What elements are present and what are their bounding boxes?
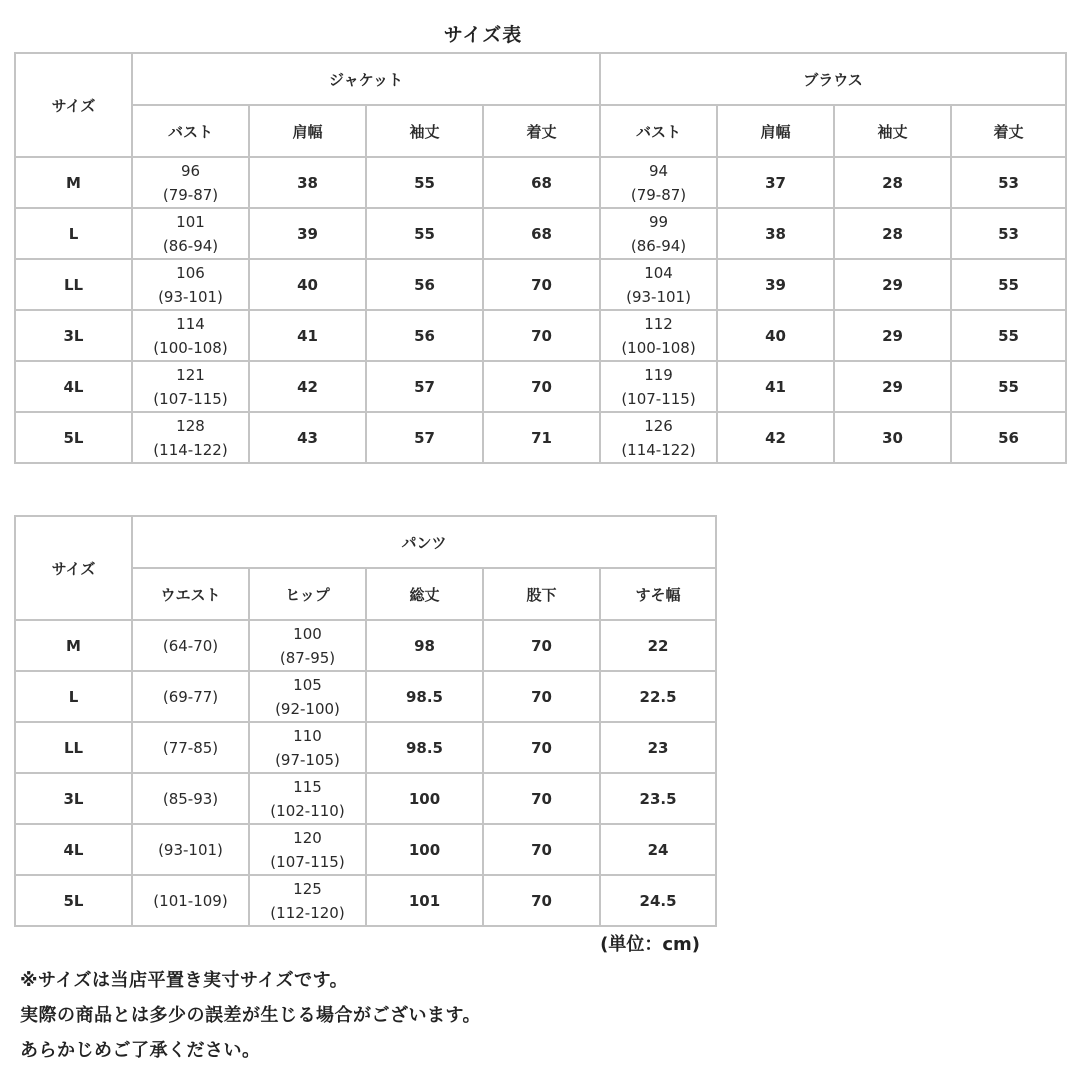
- measurement-line: 125: [293, 879, 322, 898]
- measurement-cell: 56: [366, 259, 483, 310]
- size-cell: 5L: [15, 412, 132, 463]
- measurement-cell: 70: [483, 824, 600, 875]
- measurement-cell: 101: [366, 875, 483, 926]
- measurement-cell: 29: [834, 259, 951, 310]
- measurement-cell: 38: [717, 208, 834, 259]
- measurement-cell: [249, 722, 366, 773]
- measurement-cell: (93-101): [132, 824, 249, 875]
- measurement-cell: 24.5: [600, 875, 716, 926]
- measurement-line: (107-115): [270, 852, 345, 871]
- measurement-cell: 70: [483, 773, 600, 824]
- measurement-cell: 24: [600, 824, 716, 875]
- measurement-cell: 39: [249, 208, 366, 259]
- measurement-cell: [600, 310, 717, 361]
- measurement-line: (87-95): [279, 648, 336, 667]
- measurement-cell: [249, 620, 366, 671]
- measurement-cell: [600, 208, 717, 259]
- measurement-cell: 42: [717, 412, 834, 463]
- column-header: 総丈: [366, 568, 483, 620]
- pants-size-table: [14, 515, 717, 927]
- measurement-line: (86-94): [162, 236, 219, 255]
- measurement-line: (92-100): [275, 699, 340, 718]
- measurement-cell: 53: [951, 157, 1066, 208]
- size-cell: L: [15, 208, 132, 259]
- measurement-line: 100: [293, 624, 322, 643]
- measurement-cell: 40: [717, 310, 834, 361]
- table-row: [15, 412, 1066, 463]
- measurement-line: (93-101): [626, 287, 691, 306]
- header-row: [15, 516, 716, 568]
- note-line-3: あらかじめご了承ください。: [20, 1040, 261, 1061]
- column-header: 袖丈: [834, 105, 951, 157]
- measurement-line: 96: [180, 161, 201, 180]
- unit-label: (単位：cm): [600, 934, 700, 955]
- measurement-cell: 30: [834, 412, 951, 463]
- size-cell: M: [15, 620, 132, 671]
- measurement-cell: [132, 361, 249, 412]
- column-header: ヒップ: [249, 568, 366, 620]
- note-line-2: 実際の商品とは多少の誤差が生じる場合がございます。: [20, 1005, 482, 1026]
- measurement-cell: [600, 361, 717, 412]
- measurement-line: 110: [293, 726, 322, 745]
- column-header: バスト: [132, 105, 249, 157]
- measurement-cell: 42: [249, 361, 366, 412]
- measurement-cell: 37: [717, 157, 834, 208]
- measurement-line: 121: [176, 365, 205, 384]
- measurement-cell: (101-109): [132, 875, 249, 926]
- measurement-cell: [132, 157, 249, 208]
- measurement-line: 94: [648, 161, 669, 180]
- table-row: [15, 259, 1066, 310]
- table-row: [15, 157, 1066, 208]
- table-row: [15, 208, 1066, 259]
- measurement-cell: [249, 773, 366, 824]
- size-cell: M: [15, 157, 132, 208]
- measurement-line: (107-115): [153, 389, 228, 408]
- measurement-line: 126: [644, 416, 673, 435]
- measurement-line: (102-110): [270, 801, 345, 820]
- measurement-line: (114-122): [153, 440, 228, 459]
- measurement-line: 115: [293, 777, 322, 796]
- measurement-cell: 53: [951, 208, 1066, 259]
- measurement-line: 119: [644, 365, 673, 384]
- column-header: バスト: [600, 105, 717, 157]
- size-cell: 3L: [15, 310, 132, 361]
- measurement-cell: 56: [951, 412, 1066, 463]
- measurement-cell: (69-77): [132, 671, 249, 722]
- measurement-cell: 98: [366, 620, 483, 671]
- measurement-cell: 70: [483, 671, 600, 722]
- table-row: [15, 620, 716, 671]
- measurement-cell: 43: [249, 412, 366, 463]
- measurement-line: 128: [176, 416, 205, 435]
- measurement-cell: 56: [366, 310, 483, 361]
- measurement-cell: 70: [483, 259, 600, 310]
- measurement-cell: 38: [249, 157, 366, 208]
- size-cell: L: [15, 671, 132, 722]
- group-header: ジャケット: [132, 53, 600, 105]
- measurement-cell: [600, 157, 717, 208]
- measurement-cell: 70: [483, 875, 600, 926]
- measurement-cell: 68: [483, 208, 600, 259]
- measurement-cell: 28: [834, 157, 951, 208]
- note-line-1: ※サイズは当店平置き実寸サイズです。: [20, 970, 349, 991]
- column-header: 着丈: [951, 105, 1066, 157]
- measurement-line: (93-101): [158, 287, 223, 306]
- table-row: [15, 310, 1066, 361]
- column-header: 肩幅: [717, 105, 834, 157]
- measurement-cell: [600, 259, 717, 310]
- measurement-cell: [132, 412, 249, 463]
- size-cell: LL: [15, 722, 132, 773]
- measurement-line: 106: [176, 263, 205, 282]
- measurement-cell: 70: [483, 722, 600, 773]
- measurement-cell: [249, 875, 366, 926]
- measurement-cell: 70: [483, 310, 600, 361]
- measurement-cell: 100: [366, 824, 483, 875]
- table-row: [15, 875, 716, 926]
- measurement-line: (107-115): [621, 389, 696, 408]
- measurement-cell: 57: [366, 412, 483, 463]
- measurement-line: (79-87): [630, 185, 687, 204]
- measurement-cell: 57: [366, 361, 483, 412]
- measurement-line: 120: [293, 828, 322, 847]
- measurement-cell: 39: [717, 259, 834, 310]
- measurement-cell: 55: [951, 361, 1066, 412]
- size-cell: LL: [15, 259, 132, 310]
- size-cell: 4L: [15, 361, 132, 412]
- measurement-cell: 29: [834, 310, 951, 361]
- measurement-cell: (64-70): [132, 620, 249, 671]
- measurement-line: (100-108): [621, 338, 696, 357]
- measurement-line: 99: [648, 212, 669, 231]
- measurement-cell: [132, 259, 249, 310]
- measurement-cell: 23.5: [600, 773, 716, 824]
- size-header: サイズ: [15, 516, 132, 620]
- measurement-cell: 55: [366, 157, 483, 208]
- measurement-cell: 70: [483, 361, 600, 412]
- measurement-cell: 22.5: [600, 671, 716, 722]
- measurement-line: (97-105): [275, 750, 340, 769]
- measurement-cell: 98.5: [366, 722, 483, 773]
- measurement-cell: 71: [483, 412, 600, 463]
- group-header: ブラウス: [600, 53, 1066, 105]
- measurement-line: (79-87): [162, 185, 219, 204]
- measurement-cell: 70: [483, 620, 600, 671]
- measurement-cell: 98.5: [366, 671, 483, 722]
- measurement-cell: 55: [951, 310, 1066, 361]
- measurement-cell: 29: [834, 361, 951, 412]
- page-title: サイズ表: [443, 24, 523, 46]
- measurement-cell: (77-85): [132, 722, 249, 773]
- measurement-line: (100-108): [153, 338, 228, 357]
- measurement-cell: 100: [366, 773, 483, 824]
- measurement-cell: 28: [834, 208, 951, 259]
- measurement-cell: 22: [600, 620, 716, 671]
- measurement-cell: 41: [249, 310, 366, 361]
- measurement-line: 104: [644, 263, 673, 282]
- measurement-cell: 23: [600, 722, 716, 773]
- column-header: 股下: [483, 568, 600, 620]
- table-row: [15, 722, 716, 773]
- column-header: 袖丈: [366, 105, 483, 157]
- measurement-cell: [132, 208, 249, 259]
- table-row: [15, 773, 716, 824]
- header-row: [15, 53, 1066, 105]
- column-header: すそ幅: [600, 568, 716, 620]
- measurement-line: 112: [644, 314, 673, 333]
- column-header: 着丈: [483, 105, 600, 157]
- measurement-cell: 68: [483, 157, 600, 208]
- measurement-line: (114-122): [621, 440, 696, 459]
- table-row: [15, 361, 1066, 412]
- measurement-cell: [600, 412, 717, 463]
- measurement-line: (86-94): [630, 236, 687, 255]
- group-header: パンツ: [132, 516, 716, 568]
- measurement-line: 114: [176, 314, 205, 333]
- measurement-cell: (85-93): [132, 773, 249, 824]
- measurement-cell: [132, 310, 249, 361]
- measurement-line: (112-120): [270, 903, 345, 922]
- measurement-cell: 55: [366, 208, 483, 259]
- measurement-cell: [249, 671, 366, 722]
- measurement-line: 101: [176, 212, 205, 231]
- measurement-cell: 41: [717, 361, 834, 412]
- size-header: サイズ: [15, 53, 132, 157]
- column-header: ウエスト: [132, 568, 249, 620]
- measurement-line: 105: [293, 675, 322, 694]
- size-cell: 4L: [15, 824, 132, 875]
- measurement-cell: 40: [249, 259, 366, 310]
- table-row: [15, 671, 716, 722]
- column-header-row: [15, 105, 1066, 157]
- tops-size-table: [14, 52, 1067, 464]
- column-header: 肩幅: [249, 105, 366, 157]
- size-cell: 3L: [15, 773, 132, 824]
- measurement-cell: 55: [951, 259, 1066, 310]
- table-row: [15, 824, 716, 875]
- measurement-cell: [249, 824, 366, 875]
- size-cell: 5L: [15, 875, 132, 926]
